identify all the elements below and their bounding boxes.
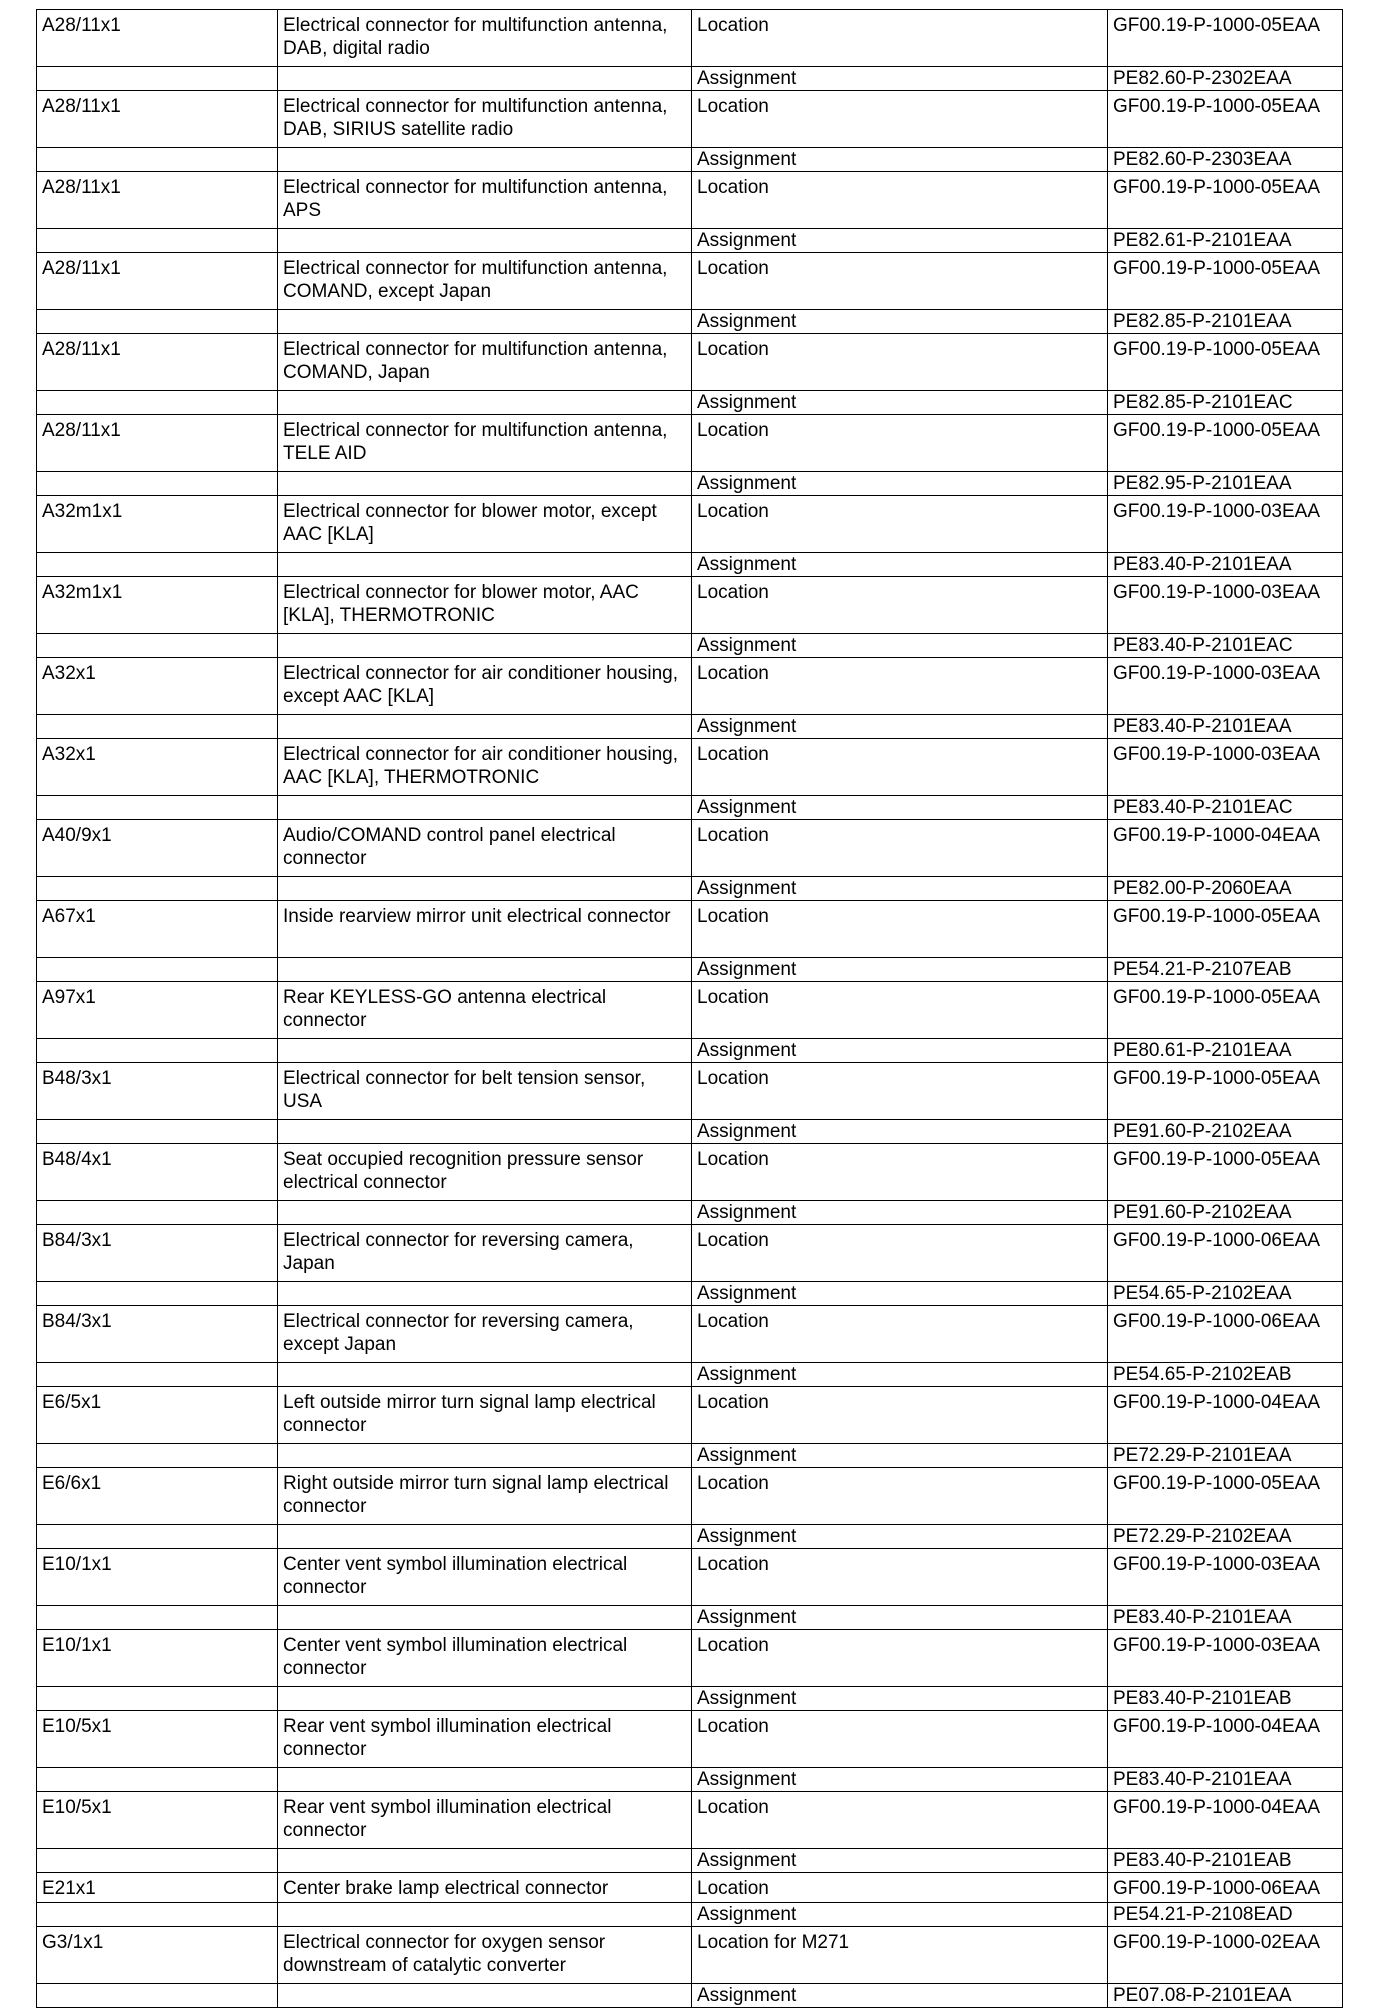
connector-code: A28/11x1 bbox=[37, 91, 278, 148]
empty-cell bbox=[37, 1849, 278, 1873]
assignment-ref: PE54.21-P-2107EAB bbox=[1108, 958, 1343, 982]
assignment-ref: PE82.95-P-2101EAA bbox=[1108, 472, 1343, 496]
location-ref: GF00.19-P-1000-05EAA bbox=[1108, 10, 1343, 67]
assignment-label: Assignment bbox=[692, 1606, 1108, 1630]
empty-cell bbox=[278, 715, 692, 739]
connector-description: Electrical connector for multifunction antenna, COMAND, Japan bbox=[278, 334, 692, 391]
table-row-location bbox=[37, 1927, 1343, 1984]
empty-cell bbox=[278, 1282, 692, 1306]
assignment-label: Assignment bbox=[692, 877, 1108, 901]
connector-description: Center vent symbol illumination electrical connector bbox=[278, 1549, 692, 1606]
assignment-label: Assignment bbox=[692, 67, 1108, 91]
table-row-assignment bbox=[37, 1444, 1343, 1468]
connector-code: E6/6x1 bbox=[37, 1468, 278, 1525]
empty-cell bbox=[278, 1201, 692, 1225]
connector-description: Seat occupied recognition pressure sensor electrical connector bbox=[278, 1144, 692, 1201]
assignment-label: Assignment bbox=[692, 229, 1108, 253]
location-ref: GF00.19-P-1000-02EAA bbox=[1108, 1927, 1343, 1984]
assignment-ref: PE82.85-P-2101EAC bbox=[1108, 391, 1343, 415]
assignment-label: Assignment bbox=[692, 1120, 1108, 1144]
empty-cell bbox=[37, 148, 278, 172]
assignment-label: Assignment bbox=[692, 1525, 1108, 1549]
assignment-ref: PE80.61-P-2101EAA bbox=[1108, 1039, 1343, 1063]
location-label: Location bbox=[692, 1306, 1108, 1363]
table-row-assignment bbox=[37, 1282, 1343, 1306]
assignment-label: Assignment bbox=[692, 1849, 1108, 1873]
empty-cell bbox=[37, 67, 278, 91]
assignment-label: Assignment bbox=[692, 1201, 1108, 1225]
table-row-assignment bbox=[37, 553, 1343, 577]
empty-cell bbox=[37, 958, 278, 982]
assignment-ref: PE91.60-P-2102EAA bbox=[1108, 1201, 1343, 1225]
empty-cell bbox=[278, 1687, 692, 1711]
empty-cell bbox=[278, 1606, 692, 1630]
table-row-assignment bbox=[37, 67, 1343, 91]
assignment-label: Assignment bbox=[692, 391, 1108, 415]
connector-code: B84/3x1 bbox=[37, 1306, 278, 1363]
assignment-ref: PE07.08-P-2101EAA bbox=[1108, 1984, 1343, 2008]
assignment-label: Assignment bbox=[692, 1039, 1108, 1063]
connector-table-body bbox=[37, 10, 1343, 2008]
connector-description: Electrical connector for blower motor, AAC [KLA], THERMOTRONIC bbox=[278, 577, 692, 634]
location-label: Location bbox=[692, 1468, 1108, 1525]
table-row-assignment bbox=[37, 1363, 1343, 1387]
assignment-ref: PE82.60-P-2303EAA bbox=[1108, 148, 1343, 172]
connector-code: E6/5x1 bbox=[37, 1387, 278, 1444]
table-row-location bbox=[37, 1468, 1343, 1525]
assignment-label: Assignment bbox=[692, 796, 1108, 820]
table-row-assignment bbox=[37, 1903, 1343, 1927]
connector-code: E10/5x1 bbox=[37, 1711, 278, 1768]
table-row-location bbox=[37, 901, 1343, 958]
assignment-ref: PE72.29-P-2102EAA bbox=[1108, 1525, 1343, 1549]
empty-cell bbox=[278, 67, 692, 91]
location-label: Location bbox=[692, 982, 1108, 1039]
empty-cell bbox=[278, 148, 692, 172]
location-label: Location bbox=[692, 1630, 1108, 1687]
location-ref: GF00.19-P-1000-06EAA bbox=[1108, 1225, 1343, 1282]
assignment-ref: PE83.40-P-2101EAA bbox=[1108, 1768, 1343, 1792]
table-row-location bbox=[37, 496, 1343, 553]
location-label: Location bbox=[692, 253, 1108, 310]
connector-description: Center vent symbol illumination electrical connector bbox=[278, 1630, 692, 1687]
table-row-location bbox=[37, 1549, 1343, 1606]
connector-code: A32m1x1 bbox=[37, 577, 278, 634]
table-row-location bbox=[37, 415, 1343, 472]
table-row-location bbox=[37, 10, 1343, 67]
connector-code: A67x1 bbox=[37, 901, 278, 958]
table-row-assignment bbox=[37, 877, 1343, 901]
assignment-label: Assignment bbox=[692, 472, 1108, 496]
assignment-ref: PE91.60-P-2102EAA bbox=[1108, 1120, 1343, 1144]
empty-cell bbox=[278, 553, 692, 577]
connector-description: Electrical connector for air conditioner housing, except AAC [KLA] bbox=[278, 658, 692, 715]
empty-cell bbox=[278, 1363, 692, 1387]
empty-cell bbox=[278, 1903, 692, 1927]
connector-code: A97x1 bbox=[37, 982, 278, 1039]
location-ref: GF00.19-P-1000-05EAA bbox=[1108, 334, 1343, 391]
empty-cell bbox=[37, 1039, 278, 1063]
empty-cell bbox=[278, 472, 692, 496]
connector-document bbox=[36, 9, 1342, 2008]
location-label: Location bbox=[692, 577, 1108, 634]
connector-description: Right outside mirror turn signal lamp electrical connector bbox=[278, 1468, 692, 1525]
connector-description: Electrical connector for blower motor, except AAC [KLA] bbox=[278, 496, 692, 553]
connector-code: E10/5x1 bbox=[37, 1792, 278, 1849]
location-ref: GF00.19-P-1000-05EAA bbox=[1108, 91, 1343, 148]
connector-code: E10/1x1 bbox=[37, 1630, 278, 1687]
connector-description: Electrical connector for multifunction antenna, DAB, digital radio bbox=[278, 10, 692, 67]
table-row-location bbox=[37, 820, 1343, 877]
location-label: Location bbox=[692, 1144, 1108, 1201]
empty-cell bbox=[37, 310, 278, 334]
empty-cell bbox=[37, 877, 278, 901]
assignment-label: Assignment bbox=[692, 148, 1108, 172]
assignment-ref: PE83.40-P-2101EAB bbox=[1108, 1687, 1343, 1711]
assignment-ref: PE83.40-P-2101EAC bbox=[1108, 796, 1343, 820]
table-row-location bbox=[37, 1387, 1343, 1444]
empty-cell bbox=[37, 1984, 278, 2008]
empty-cell bbox=[37, 391, 278, 415]
location-label: Location bbox=[692, 415, 1108, 472]
location-ref: GF00.19-P-1000-04EAA bbox=[1108, 820, 1343, 877]
empty-cell bbox=[278, 634, 692, 658]
connector-code: A28/11x1 bbox=[37, 334, 278, 391]
assignment-label: Assignment bbox=[692, 958, 1108, 982]
table-row-assignment bbox=[37, 715, 1343, 739]
location-ref: GF00.19-P-1000-05EAA bbox=[1108, 253, 1343, 310]
empty-cell bbox=[278, 796, 692, 820]
empty-cell bbox=[278, 1444, 692, 1468]
table-row-location bbox=[37, 1306, 1343, 1363]
location-label: Location bbox=[692, 1549, 1108, 1606]
empty-cell bbox=[278, 1525, 692, 1549]
table-row-location bbox=[37, 253, 1343, 310]
assignment-label: Assignment bbox=[692, 1984, 1108, 2008]
connector-description: Rear KEYLESS-GO antenna electrical connector bbox=[278, 982, 692, 1039]
table-row-assignment bbox=[37, 1039, 1343, 1063]
empty-cell bbox=[37, 634, 278, 658]
empty-cell bbox=[278, 391, 692, 415]
table-row-assignment bbox=[37, 634, 1343, 658]
assignment-label: Assignment bbox=[692, 634, 1108, 658]
connector-description: Electrical connector for multifunction antenna, APS bbox=[278, 172, 692, 229]
connector-description: Electrical connector for reversing camera, except Japan bbox=[278, 1306, 692, 1363]
location-label: Location bbox=[692, 658, 1108, 715]
connector-description: Electrical connector for multifunction antenna, DAB, SIRIUS satellite radio bbox=[278, 91, 692, 148]
table-row-location bbox=[37, 172, 1343, 229]
location-ref: GF00.19-P-1000-05EAA bbox=[1108, 172, 1343, 229]
table-row-assignment bbox=[37, 1984, 1343, 2008]
location-label: Location bbox=[692, 820, 1108, 877]
assignment-label: Assignment bbox=[692, 1444, 1108, 1468]
connector-code: B84/3x1 bbox=[37, 1225, 278, 1282]
connector-code: B48/3x1 bbox=[37, 1063, 278, 1120]
location-ref: GF00.19-P-1000-03EAA bbox=[1108, 658, 1343, 715]
assignment-ref: PE82.61-P-2101EAA bbox=[1108, 229, 1343, 253]
table-row-location bbox=[37, 1144, 1343, 1201]
empty-cell bbox=[37, 1687, 278, 1711]
assignment-ref: PE82.60-P-2302EAA bbox=[1108, 67, 1343, 91]
table-row-assignment bbox=[37, 472, 1343, 496]
location-label: Location bbox=[692, 1873, 1108, 1903]
connector-description: Electrical connector for reversing camera, Japan bbox=[278, 1225, 692, 1282]
table-row-assignment bbox=[37, 1768, 1343, 1792]
location-ref: GF00.19-P-1000-05EAA bbox=[1108, 901, 1343, 958]
empty-cell bbox=[37, 1120, 278, 1144]
assignment-ref: PE72.29-P-2101EAA bbox=[1108, 1444, 1343, 1468]
location-label: Location bbox=[692, 334, 1108, 391]
empty-cell bbox=[37, 1768, 278, 1792]
location-label: Location bbox=[692, 739, 1108, 796]
table-row-assignment bbox=[37, 1687, 1343, 1711]
table-row-assignment bbox=[37, 148, 1343, 172]
table-row-location bbox=[37, 91, 1343, 148]
connector-description: Rear vent symbol illumination electrical connector bbox=[278, 1792, 692, 1849]
connector-code: G3/1x1 bbox=[37, 1927, 278, 1984]
location-ref: GF00.19-P-1000-04EAA bbox=[1108, 1792, 1343, 1849]
table-row-assignment bbox=[37, 1525, 1343, 1549]
assignment-label: Assignment bbox=[692, 1903, 1108, 1927]
connector-code: A28/11x1 bbox=[37, 10, 278, 67]
location-label: Location bbox=[692, 901, 1108, 958]
location-label: Location bbox=[692, 10, 1108, 67]
assignment-ref: PE54.21-P-2108EAD bbox=[1108, 1903, 1343, 1927]
location-label: Location bbox=[692, 1387, 1108, 1444]
assignment-label: Assignment bbox=[692, 1282, 1108, 1306]
table-row-location bbox=[37, 1225, 1343, 1282]
location-ref: GF00.19-P-1000-05EAA bbox=[1108, 982, 1343, 1039]
connector-description: Electrical connector for belt tension sensor, USA bbox=[278, 1063, 692, 1120]
location-label: Location bbox=[692, 1225, 1108, 1282]
connector-description: Electrical connector for air conditioner housing, AAC [KLA], THERMOTRONIC bbox=[278, 739, 692, 796]
location-ref: GF00.19-P-1000-05EAA bbox=[1108, 1144, 1343, 1201]
empty-cell bbox=[278, 1984, 692, 2008]
empty-cell bbox=[278, 310, 692, 334]
connector-description: Rear vent symbol illumination electrical connector bbox=[278, 1711, 692, 1768]
table-row-assignment bbox=[37, 958, 1343, 982]
connector-code: A40/9x1 bbox=[37, 820, 278, 877]
connector-code: A32x1 bbox=[37, 739, 278, 796]
connector-description: Electrical connector for oxygen sensor downstream of catalytic converter bbox=[278, 1927, 692, 1984]
connector-description: Audio/COMAND control panel electrical connector bbox=[278, 820, 692, 877]
connector-code: E21x1 bbox=[37, 1873, 278, 1903]
location-ref: GF00.19-P-1000-06EAA bbox=[1108, 1306, 1343, 1363]
empty-cell bbox=[37, 1282, 278, 1306]
assignment-ref: PE83.40-P-2101EAA bbox=[1108, 715, 1343, 739]
table-row-assignment bbox=[37, 1606, 1343, 1630]
table-row-location bbox=[37, 334, 1343, 391]
location-ref: GF00.19-P-1000-04EAA bbox=[1108, 1387, 1343, 1444]
location-label: Location for M271 bbox=[692, 1927, 1108, 1984]
connector-code: A32x1 bbox=[37, 658, 278, 715]
empty-cell bbox=[37, 796, 278, 820]
location-ref: GF00.19-P-1000-03EAA bbox=[1108, 577, 1343, 634]
empty-cell bbox=[37, 715, 278, 739]
assignment-ref: PE83.40-P-2101EAC bbox=[1108, 634, 1343, 658]
empty-cell bbox=[37, 1525, 278, 1549]
table-row-location bbox=[37, 1873, 1343, 1903]
table-row-location bbox=[37, 739, 1343, 796]
table-row-location bbox=[37, 1792, 1343, 1849]
table-row-location bbox=[37, 658, 1343, 715]
empty-cell bbox=[278, 877, 692, 901]
location-label: Location bbox=[692, 496, 1108, 553]
table-row-assignment bbox=[37, 796, 1343, 820]
assignment-ref: PE83.40-P-2101EAA bbox=[1108, 553, 1343, 577]
empty-cell bbox=[278, 229, 692, 253]
assignment-ref: PE82.85-P-2101EAA bbox=[1108, 310, 1343, 334]
assignment-ref: PE54.65-P-2102EAA bbox=[1108, 1282, 1343, 1306]
assignment-ref: PE83.40-P-2101EAA bbox=[1108, 1606, 1343, 1630]
connector-description: Electrical connector for multifunction antenna, COMAND, except Japan bbox=[278, 253, 692, 310]
location-ref: GF00.19-P-1000-04EAA bbox=[1108, 1711, 1343, 1768]
empty-cell bbox=[278, 1849, 692, 1873]
location-label: Location bbox=[692, 1063, 1108, 1120]
location-ref: GF00.19-P-1000-05EAA bbox=[1108, 415, 1343, 472]
table-row-assignment bbox=[37, 310, 1343, 334]
location-label: Location bbox=[692, 172, 1108, 229]
location-ref: GF00.19-P-1000-03EAA bbox=[1108, 496, 1343, 553]
table-row-assignment bbox=[37, 1120, 1343, 1144]
connector-description: Electrical connector for multifunction antenna, TELE AID bbox=[278, 415, 692, 472]
empty-cell bbox=[37, 553, 278, 577]
connector-code: A28/11x1 bbox=[37, 172, 278, 229]
location-label: Location bbox=[692, 1792, 1108, 1849]
connector-description: Center brake lamp electrical connector bbox=[278, 1873, 692, 1903]
location-label: Location bbox=[692, 1711, 1108, 1768]
empty-cell bbox=[278, 958, 692, 982]
assignment-ref: PE83.40-P-2101EAB bbox=[1108, 1849, 1343, 1873]
table-row-assignment bbox=[37, 229, 1343, 253]
empty-cell bbox=[278, 1120, 692, 1144]
assignment-label: Assignment bbox=[692, 1687, 1108, 1711]
location-label: Location bbox=[692, 91, 1108, 148]
assignment-label: Assignment bbox=[692, 1363, 1108, 1387]
table-row-assignment bbox=[37, 1849, 1343, 1873]
assignment-label: Assignment bbox=[692, 310, 1108, 334]
table-row-location bbox=[37, 577, 1343, 634]
location-ref: GF00.19-P-1000-03EAA bbox=[1108, 1630, 1343, 1687]
empty-cell bbox=[278, 1768, 692, 1792]
table-row-location bbox=[37, 1063, 1343, 1120]
connector-code: A28/11x1 bbox=[37, 415, 278, 472]
assignment-ref: PE82.00-P-2060EAA bbox=[1108, 877, 1343, 901]
connector-code: A32m1x1 bbox=[37, 496, 278, 553]
table-row-location bbox=[37, 1630, 1343, 1687]
table-row-location bbox=[37, 1711, 1343, 1768]
empty-cell bbox=[37, 1444, 278, 1468]
location-ref: GF00.19-P-1000-05EAA bbox=[1108, 1468, 1343, 1525]
empty-cell bbox=[37, 1363, 278, 1387]
connector-code: B48/4x1 bbox=[37, 1144, 278, 1201]
connector-description: Inside rearview mirror unit electrical connector bbox=[278, 901, 692, 958]
table-row-assignment bbox=[37, 1201, 1343, 1225]
assignment-label: Assignment bbox=[692, 715, 1108, 739]
empty-cell bbox=[37, 1201, 278, 1225]
assignment-label: Assignment bbox=[692, 1768, 1108, 1792]
connector-table bbox=[36, 9, 1343, 2008]
connector-code: E10/1x1 bbox=[37, 1549, 278, 1606]
connector-code: A28/11x1 bbox=[37, 253, 278, 310]
location-ref: GF00.19-P-1000-03EAA bbox=[1108, 739, 1343, 796]
empty-cell bbox=[278, 1039, 692, 1063]
assignment-ref: PE54.65-P-2102EAB bbox=[1108, 1363, 1343, 1387]
empty-cell bbox=[37, 229, 278, 253]
location-ref: GF00.19-P-1000-05EAA bbox=[1108, 1063, 1343, 1120]
connector-description: Left outside mirror turn signal lamp electrical connector bbox=[278, 1387, 692, 1444]
location-ref: GF00.19-P-1000-06EAA bbox=[1108, 1873, 1343, 1903]
table-row-location bbox=[37, 982, 1343, 1039]
assignment-label: Assignment bbox=[692, 553, 1108, 577]
empty-cell bbox=[37, 472, 278, 496]
empty-cell bbox=[37, 1606, 278, 1630]
location-ref: GF00.19-P-1000-03EAA bbox=[1108, 1549, 1343, 1606]
table-row-assignment bbox=[37, 391, 1343, 415]
empty-cell bbox=[37, 1903, 278, 1927]
